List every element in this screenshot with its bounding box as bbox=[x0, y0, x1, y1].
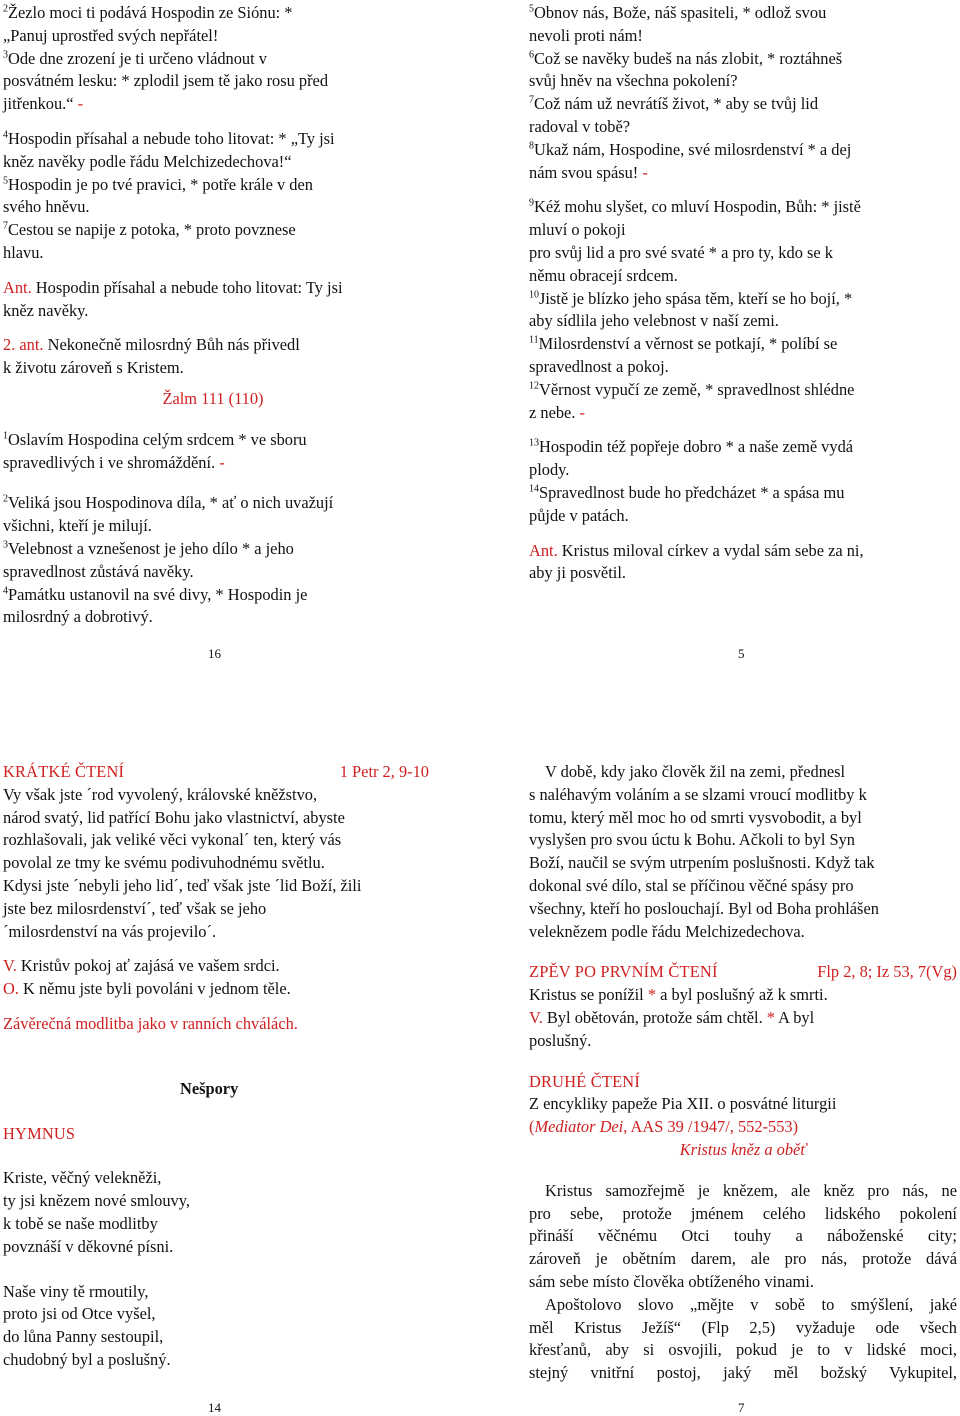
reading-line: křesťanů, aby si osvojili, pokud je to v lidské moci, bbox=[529, 1340, 957, 1360]
reading-line: Apoštolovo slovo „mějte v sobě to smýšlení, jaké bbox=[545, 1294, 957, 1314]
reading-line: tomu, který měl moc ho od smrti vysvobodit, a byl bbox=[529, 807, 862, 827]
psalm-line: spravedlnost a pokoj. bbox=[529, 356, 669, 376]
reading-line: vyslyšen pro svou úctu k Bohu. Ačkoli to byl Syn bbox=[529, 830, 855, 850]
psalm-verse-14: $^{14}$Spravedlnost bude ho předcházet * a spása mu bbox=[529, 482, 845, 502]
reading-line: jste bez milosrdenství´, teď však se jeho bbox=[3, 898, 267, 918]
psalm-line: nevoli proti nám! bbox=[529, 25, 643, 45]
encyclical-source: (Mediator Dei, AAS 39 /1947/, 552-553) bbox=[529, 1117, 799, 1137]
reading-line: Vy však jste ´rod vyvolený, královské kněžstvo, bbox=[3, 784, 318, 804]
psalm-verse-2: $^2$Veliká jsou Hospodinova díla, * ať o nich uvažují bbox=[3, 493, 334, 513]
responsory-line: V. Byl obětován, protože sám chtěl. * A byl bbox=[529, 1007, 815, 1027]
page-number: 7 bbox=[738, 1400, 745, 1415]
psalm-line: mluví o pokoji bbox=[529, 220, 626, 240]
psalm-verse-4b: $^4$Památku ustanovil na své divy, * Hospodin je bbox=[3, 584, 308, 604]
short-reading-heading bbox=[3, 761, 429, 784]
hymn-line: Naše viny tě rmoutily, bbox=[3, 1281, 149, 1301]
psalm-verse-7: $^7$Což nám už nevrátíš život, * aby se tvůj lid bbox=[529, 94, 819, 114]
bottom-left-column bbox=[3, 761, 429, 1372]
hymn-line: chudobný byl a poslušný. bbox=[3, 1349, 171, 1369]
reading-line: povolal ze tmy ke svému podivuhodnému světlu. bbox=[3, 853, 325, 873]
response: O. K němu jste byli povoláni v jednom těle. bbox=[3, 979, 291, 999]
antiphon-line: k životu zároveň s Kristem. bbox=[3, 358, 184, 378]
psalm-title: Žalm 111 (110) bbox=[162, 388, 264, 408]
reading-line: Kristus samozřejmě je knězem, ale kněz pro nás, ne bbox=[545, 1180, 957, 1200]
psalm-verse-12: $^{12}$Věrnost vypučí ze země, * spravedlnost shlédne bbox=[529, 379, 855, 399]
psalm-line: nám svou spásu! - bbox=[529, 162, 648, 182]
psalm-line: němu obracejí srdcem. bbox=[529, 265, 678, 285]
psalm-verse-8: $^8$Ukaž nám, Hospodine, své milosrdenství * a dej bbox=[529, 139, 852, 159]
hymn-line: proto jsi od Otce vyšel, bbox=[3, 1304, 156, 1324]
reading-line: pro sebe, protože jménem celého lidského pokolení bbox=[529, 1203, 957, 1223]
psalm-line: $^2$Žezlo moci ti podává Hospodin ze Siónu: * bbox=[3, 3, 293, 22]
hymn-line: ty jsi knězem nové smlouvy, bbox=[3, 1191, 190, 1211]
reading-line: přináší věčnému Otci touhy a náboženské city; bbox=[529, 1226, 957, 1246]
reading-line: ´milosrdenství na vás projevilo´. bbox=[3, 921, 217, 941]
reading-line: rozhlašovali, jak veliké věci vykonal´ ten, který vás bbox=[3, 830, 342, 850]
reading-line: Boží, naučil se svým utrpením poslušnosti. Když tak bbox=[529, 853, 875, 873]
psalm-line: plody. bbox=[529, 460, 570, 480]
psalm-line: pro svůj lid a pro své svaté * a pro ty, kdo se k bbox=[529, 242, 833, 262]
reading-line: všechny, kteří ho poslouchají. Byl od Boha prohlášen bbox=[529, 898, 879, 918]
psalm-verse-5: $^5$Hospodin je po tvé pravici, * potře krále v den bbox=[3, 174, 313, 194]
psalm-verse-5: $^5$Obnov nás, Bože, náš spasiteli, * odlož svou bbox=[529, 3, 827, 22]
reading-line: V době, kdy jako člověk žil na zemi, přednesl bbox=[545, 762, 846, 781]
reading-line: stejný vnitřní postoj, jaký měl božský Vykupitel, bbox=[529, 1363, 957, 1383]
top-right-column bbox=[529, 2, 957, 585]
encyclical-subtitle: Kristus kněz a oběť bbox=[679, 1139, 807, 1159]
psalm-verse-4: $^4$Hospodin přísahal a nebude toho litovat: * „Ty jsi bbox=[3, 128, 335, 148]
hymn-line: povznáší v děkovné písni. bbox=[3, 1236, 174, 1256]
reading-line: s naléhavým voláním a se slzami vroucí modlitby k bbox=[529, 784, 867, 804]
reading-line: veleknězem podle řádu Melchizedechova. bbox=[529, 921, 805, 941]
reading-line: Kdysi jste ´nebyli jeho lid´, teď však jste ´lid Boží, žili bbox=[3, 875, 362, 895]
psalm-line: aby sídlila jeho velebnost v naší zemi. bbox=[529, 311, 779, 331]
reading-line: měl Kristus Ježíš“ (Flp 2,5) vyžaduje ode všech bbox=[529, 1317, 957, 1337]
vespers-title: Nešpory bbox=[180, 1078, 239, 1098]
antiphon-line: kněz navěky. bbox=[3, 300, 89, 320]
psalm-line: všichni, kteří je milují. bbox=[3, 516, 152, 536]
responsory-line: Kristus se ponížil * a byl poslušný až k smrti. bbox=[529, 985, 828, 1005]
reading-line: sám sebe místo člověka obtíženého vinami. bbox=[529, 1271, 814, 1291]
psalm-verse-1: $^1$Oslavím Hospodina celým srdcem * ve sboru bbox=[3, 429, 307, 449]
psalm-line: „Panuj uprostřed svých nepřátel! bbox=[3, 25, 219, 45]
bottom-right-column bbox=[529, 761, 957, 1385]
psalm-verse-6: $^6$Což se navěky budeš na nás zlobit, * roztáhneš bbox=[529, 48, 843, 68]
psalm-line: svůj hněv na všechna pokolení? bbox=[529, 71, 738, 91]
psalm-line: milosrdný a dobrotivý. bbox=[3, 607, 153, 627]
page-number: 16 bbox=[208, 646, 221, 661]
responsory-reference: Flp 2, 8; Iz 53, 7(Vg) bbox=[817, 962, 957, 982]
reading-line: dokonal své dílo, stal se příčinou věčné spásy pro bbox=[529, 875, 854, 895]
psalm-verse-3: $^3$Velebnost a vznešenost je jeho dílo * a jeho bbox=[3, 538, 294, 558]
responsory-title: ZPĚV PO PRVNÍM ČTENÍ bbox=[529, 962, 718, 982]
psalm-line: kněz navěky podle řádu Melchizedechova!“ bbox=[3, 151, 292, 171]
psalm-line: spravedlnost zůstává navěky. bbox=[3, 561, 194, 581]
psalm-verse-7: $^7$Cestou se napije z potoka, * proto povznese bbox=[3, 220, 296, 240]
psalm-verse-11: $^{11}$Milosrdenství a věrnost se potkají, * políbí se bbox=[529, 334, 838, 354]
antiphon-2: 2. ant. Nekonečně milosrdný Bůh nás přivedl bbox=[3, 335, 300, 355]
psalm-line: posvátném lesku: * zplodil jsem tě jako rosu před bbox=[3, 71, 329, 91]
psalm-verse-10: $^{10}$Jistě je blízko jeho spása těm, kteří se ho bojí, * bbox=[529, 288, 853, 308]
psalm-line: radoval v tobě? bbox=[529, 116, 631, 136]
psalm-verse-9: $^9$Kéž mohu slyšet, co mluví Hospodin, Bůh: * jistě bbox=[529, 197, 861, 217]
psalm-line: svého hněvu. bbox=[3, 197, 90, 217]
responsory-heading bbox=[529, 961, 957, 984]
psalm-line: půjde v patách. bbox=[529, 505, 629, 525]
hymn-line: do lůna Panny sestoupil, bbox=[3, 1327, 164, 1347]
reading-line: národ svatý, lid patřící Bohu jako vlastnictví, abyste bbox=[3, 807, 345, 827]
antiphon: Ant. Kristus miloval církev a vydal sám sebe za ni, bbox=[529, 540, 864, 560]
hymn-line: Kriste, věčný velekněži, bbox=[3, 1168, 162, 1188]
short-reading-title: KRÁTKÉ ČTENÍ bbox=[3, 762, 125, 781]
top-left-column bbox=[3, 2, 423, 629]
second-reading-title: DRUHÉ ČTENÍ bbox=[529, 1071, 641, 1091]
encyclical-line: Z encykliky papeže Pia XII. o posvátné liturgii bbox=[529, 1094, 837, 1114]
reading-line: zároveň je obětním darem, ale pro nás, protože dává bbox=[529, 1249, 957, 1269]
psalm-line: hlavu. bbox=[3, 242, 44, 262]
versicle: V. Kristův pokoj ať zajásá ve vašem srdci. bbox=[3, 956, 280, 976]
responsory-line: poslušný. bbox=[529, 1030, 592, 1050]
hymn-line: k tobě se naše modlitby bbox=[3, 1213, 158, 1233]
closing-prayer-note: Závěrečná modlitba jako v ranních chválách. bbox=[3, 1013, 298, 1033]
hymn-title: HYMNUS bbox=[3, 1123, 76, 1143]
psalm-line: spravedlivých i ve shromáždění. - bbox=[3, 452, 225, 472]
psalm-verse-13: $^{13}$Hospodin též popřeje dobro * a naše země vydá bbox=[529, 437, 854, 457]
page-number: 14 bbox=[208, 1400, 221, 1415]
short-reading-reference: 1 Petr 2, 9-10 bbox=[339, 762, 429, 781]
antiphon-line: aby ji posvětil. bbox=[529, 563, 626, 583]
psalm-line: $^3$Ode dne zrození je ti určeno vládnout v bbox=[3, 48, 267, 68]
page-number: 5 bbox=[738, 646, 745, 661]
psalm-line: jitřenkou.“ - bbox=[3, 94, 84, 114]
antiphon: Ant. Hospodin přísahal a nebude toho litovat: Ty jsi bbox=[3, 277, 343, 297]
psalm-line: z nebe. - bbox=[529, 402, 585, 422]
